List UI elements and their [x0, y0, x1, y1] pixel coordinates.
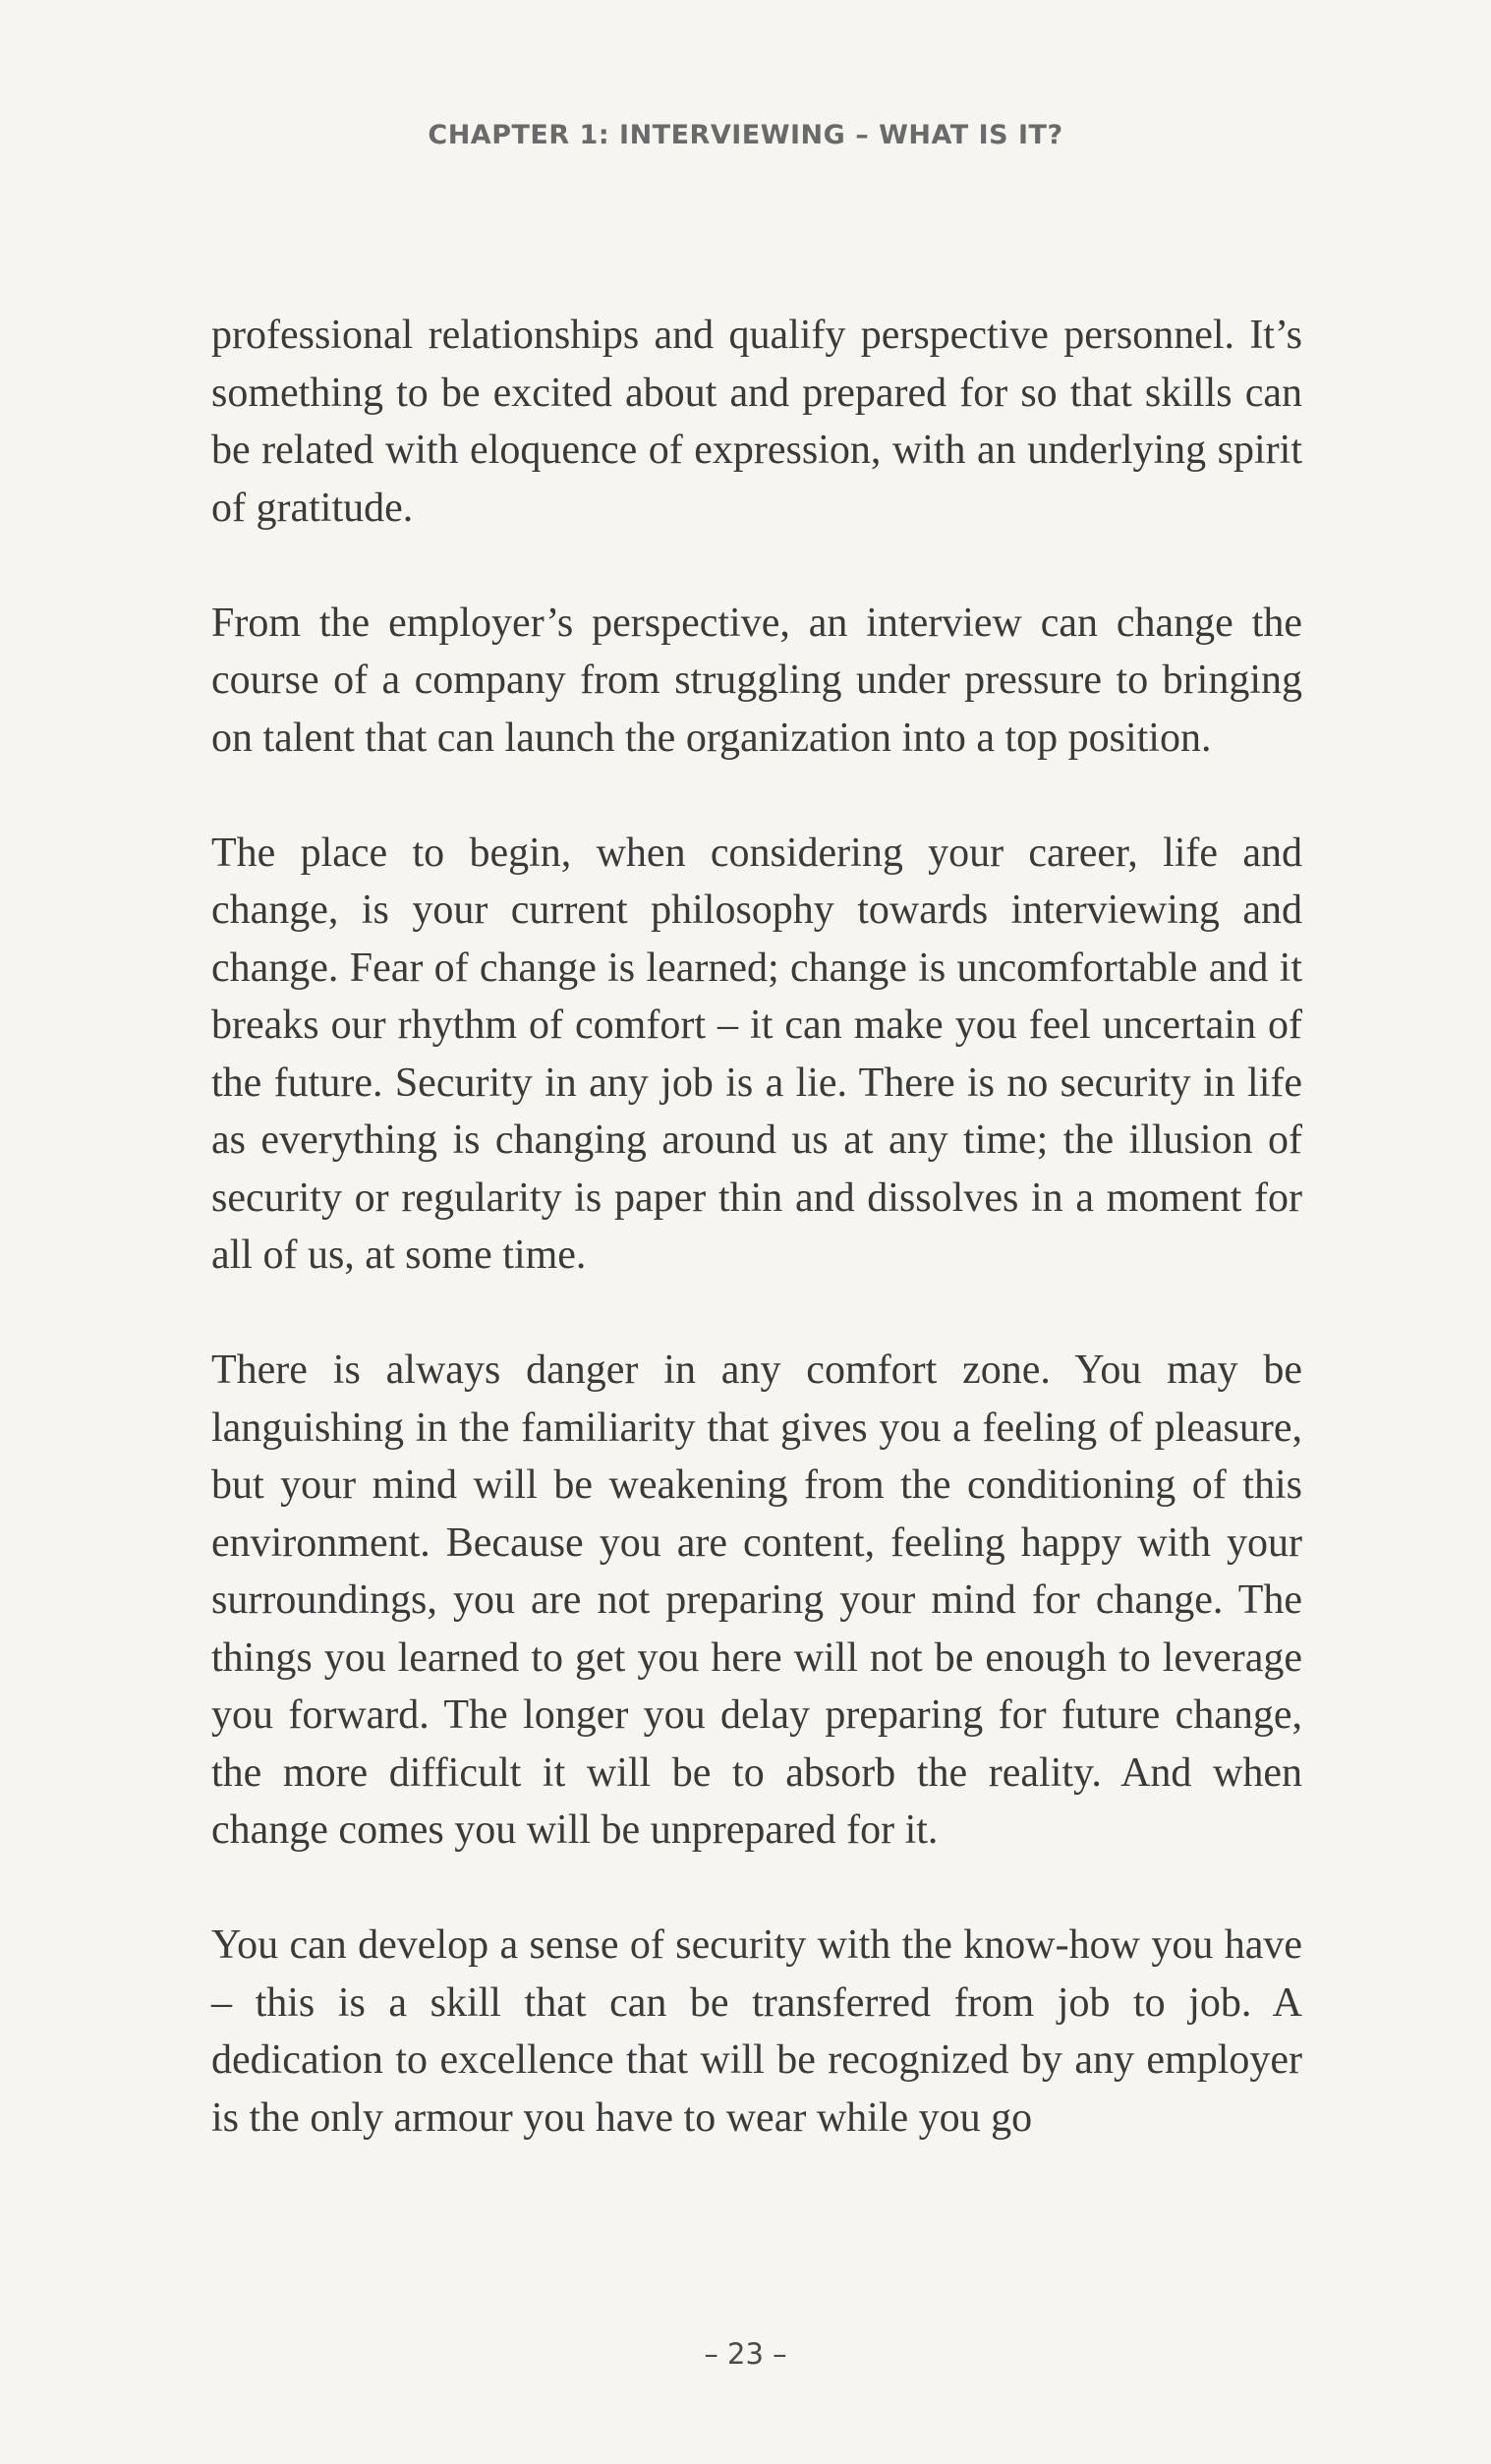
paragraph: You can develop a sense of security with the know-how you have – this is a skill that can be transferred from job to job. A dedication to excellence that will be recognized by any employer is the only armour you have to wear while you go: [211, 1922, 1302, 2141]
paragraph: There is always danger in any comfort zone. You may be languishing in the familiarity that gives you a feeling of pleasure, but your mind will be weakening from the conditioning of this environment. Because you are content, feeling happy with your surroundings, you are not preparing your mind for change. The things you learned to get you here will not be enough to leverage you forward. The longer you delay preparing for future change, the more difficult it will be to absorb the reality. And when change comes you will be unprepared for it.: [211, 1347, 1302, 1853]
paragraph: From the employer’s perspective, an interview can change the course of a company from struggling under pressure to bringing on talent that can launch the organization into a top position.: [211, 600, 1302, 761]
paragraph: professional relationships and qualify perspective personnel. It’s something to be excited about and prepared for so that skills can be related with eloquence of expression, with an underlying spirit of gratitude.: [211, 313, 1302, 531]
paragraph: The place to begin, when considering your career, life and change, is your current philosophy towards interviewing and change. Fear of change is learned; change is uncomfortable and it breaks our rhythm of comfort – it can make you feel uncertain of the future. Security in any job is a lie. There is no security in life as everything is changing around us at any time; the illusion of security or regularity is paper thin and dissolves in a moment for all of us, at some time.: [211, 830, 1302, 1278]
page-number: – 23 –: [704, 2337, 787, 2371]
body-text: [211, 307, 1302, 2205]
running-header: CHAPTER 1: INTERVIEWING – WHAT IS IT?: [428, 120, 1063, 150]
